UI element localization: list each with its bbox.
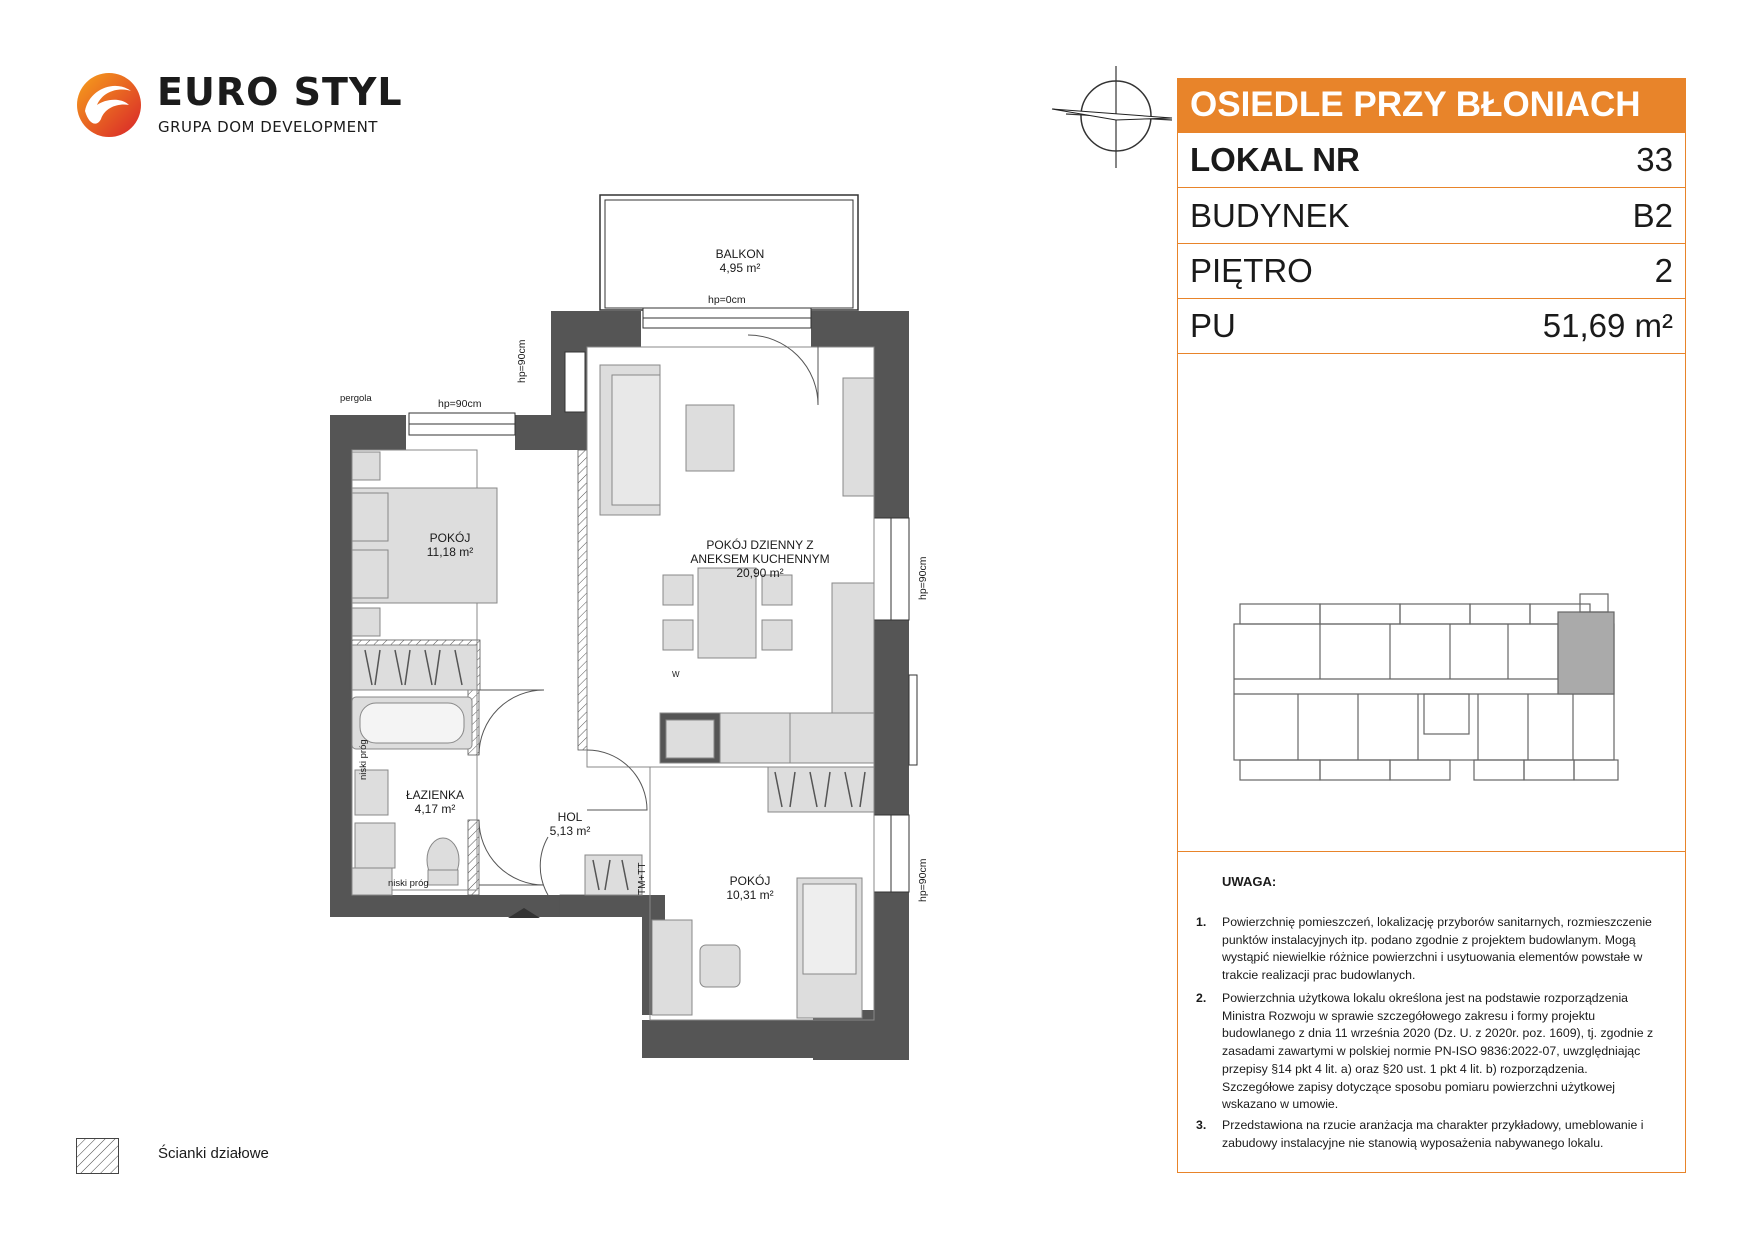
area-value: 51,69 m² xyxy=(1542,307,1673,344)
row-area xyxy=(1178,299,1685,354)
note-3: 3. Przedstawiona na rzucie aranżacja ma charakter przykładowy, umeblowanie i zabudowy instalacyjne nie stanowią wyposażenia nabywanego lokalu. xyxy=(1196,1118,1644,1150)
brand-name: EURO STYL xyxy=(157,70,403,114)
floor-plan xyxy=(320,190,920,1060)
hp-kitchen-window-label: hp=90cm xyxy=(917,556,929,600)
floor-label: PIĘTRO xyxy=(1190,252,1313,289)
key-plan xyxy=(1178,354,1685,852)
euro-styl-logo-icon xyxy=(75,71,143,139)
notes-section xyxy=(1178,852,1685,1172)
w-label: W xyxy=(672,670,680,679)
building-key-plan-icon xyxy=(1178,354,1687,852)
note-1: 1. Powierzchnię pomieszczeń, lokalizację przyborów sanitarnych, rozmieszczenie punktów instalacyjnych itp. podano zgodnie z projektem budowlanym. Mogą wystąpić niewielkie różnice powierzchni i usytuowania elementów powstałe w trakcie realizacji prac budowlanych. xyxy=(1196,915,1652,983)
hp-room-window-label: hp=90cm xyxy=(917,858,929,902)
row-floor xyxy=(1178,244,1685,299)
legend-label: Ścianki działowe xyxy=(158,1145,269,1162)
brand-logo xyxy=(75,68,405,148)
hp-balcony-door-label: hp=0cm xyxy=(708,294,746,306)
area-label: PU xyxy=(1190,307,1236,344)
room-label-bedroom-1: POKÓJ 11,18 m² xyxy=(426,531,474,559)
kitchen-cabinets-lower xyxy=(768,767,874,812)
row-unit-number xyxy=(1178,133,1685,188)
north-arrow-icon xyxy=(1050,64,1175,170)
notes-title: UWAGA: xyxy=(1222,874,1277,889)
hp-living-window-label: hp=90cm xyxy=(516,339,528,383)
room-label-bathroom: ŁAZIENKA 4,17 m² xyxy=(405,788,465,816)
wardrobe xyxy=(352,645,477,690)
threshold-label: niski próg xyxy=(388,878,429,889)
room-label-hall: HOL 5,13 m² xyxy=(549,810,591,838)
kitchen-counter xyxy=(660,583,874,763)
info-panel xyxy=(1177,78,1686,1173)
note-2: 2. Powierzchnia użytkowa lokalu określona jest na podstawie rozporządzenia Ministra Rozwoju w sprawie szczegółowego zakresu i formy projektu budowlanego z dnia 11 września 2020 (Dz. U. z 2020r. poz. 1609), tj. zgodnie z zasadami zawartymi w polskiej normie PN-ISO 9836:2022-07, uwzględniając przepisy §14 pkt 4 lit. a) oraz §20 ust. 1 pkt 4 lit. b) rozporządzenia. Szczegółowe zapisy dotyczące sposobu pomiaru powierzchni użytkowej wskazano w umowie. xyxy=(1196,991,1654,1112)
unit-number-label: LOKAL NR xyxy=(1190,141,1360,178)
tm-tt-label: TM+TT xyxy=(637,862,648,895)
building-value: B2 xyxy=(1632,197,1673,234)
hall-cabinet xyxy=(585,855,642,895)
highlighted-unit xyxy=(1558,612,1614,694)
row-building xyxy=(1178,189,1685,244)
project-name: OSIEDLE PRZY BŁONIACH xyxy=(1190,85,1641,124)
room-label-balcony: BALKON 4,95 m² xyxy=(715,247,765,275)
room-label-living-room: POKÓJ DZIENNY Z ANEKSEM KUCHENNYM 20,90 m² xyxy=(690,538,830,580)
brand-subtitle: GRUPA DOM DEVELOPMENT xyxy=(158,118,378,136)
hp-bedroom-window-label: hp=90cm xyxy=(438,398,482,410)
unit-number-value: 33 xyxy=(1636,141,1673,178)
threshold-label-bath: niski próg xyxy=(358,739,369,780)
project-header xyxy=(1178,79,1685,133)
hatch-pattern-icon xyxy=(76,1138,119,1174)
floor-value: 2 xyxy=(1654,252,1673,289)
room-label-bedroom-2: POKÓJ 10,31 m² xyxy=(726,874,774,902)
building-label: BUDYNEK xyxy=(1190,197,1350,234)
pergola-label: pergola xyxy=(340,393,372,404)
